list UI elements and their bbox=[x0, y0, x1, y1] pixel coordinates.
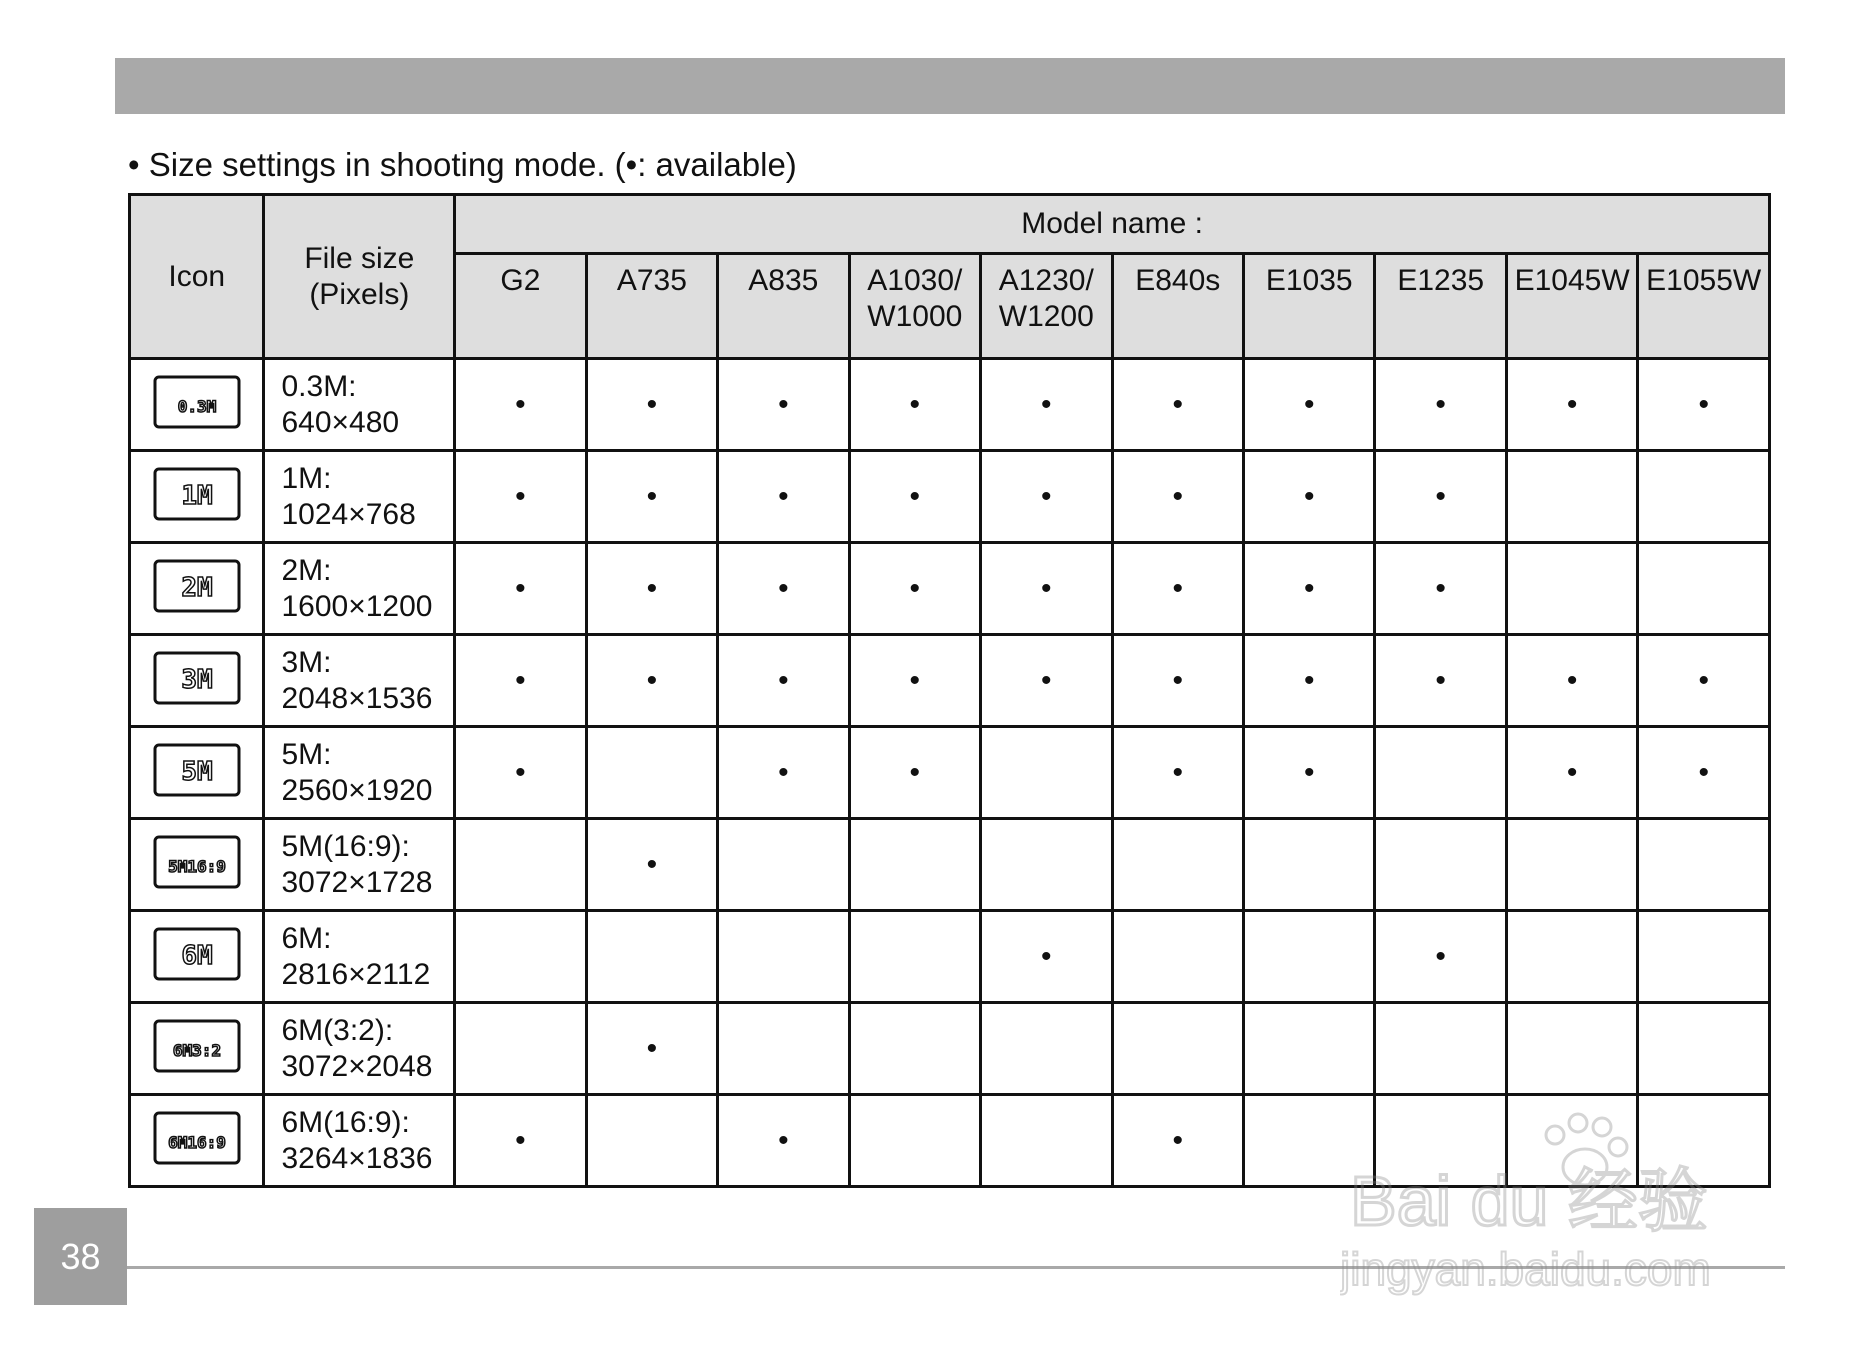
model-name-line2: W1200 bbox=[998, 300, 1094, 333]
table-row bbox=[130, 727, 1770, 819]
file-size-cell bbox=[264, 911, 455, 1003]
available-mark: • bbox=[455, 635, 586, 727]
pixel-dimensions: 1600×1200 bbox=[281, 589, 433, 623]
file-size-cell bbox=[264, 635, 455, 727]
empty-cell bbox=[1112, 1003, 1243, 1095]
empty-cell bbox=[1375, 819, 1506, 911]
available-mark: • bbox=[718, 727, 849, 819]
available-mark: • bbox=[1638, 727, 1770, 819]
available-mark: • bbox=[1112, 543, 1243, 635]
empty-cell bbox=[718, 911, 849, 1003]
empty-cell bbox=[718, 819, 849, 911]
size-label: 3M: bbox=[281, 645, 332, 679]
page-header-bar bbox=[115, 58, 1785, 114]
available-mark: • bbox=[1375, 543, 1506, 635]
available-mark: • bbox=[849, 635, 980, 727]
file-size-cell bbox=[264, 543, 455, 635]
empty-cell bbox=[586, 911, 717, 1003]
empty-cell bbox=[849, 911, 980, 1003]
pixel-dimensions: 2048×1536 bbox=[281, 681, 433, 715]
empty-cell bbox=[1638, 1003, 1770, 1095]
size-6m-16-9-icon bbox=[152, 1108, 242, 1168]
size-6m-icon bbox=[152, 924, 242, 984]
empty-cell bbox=[1243, 911, 1374, 1003]
icon-cell bbox=[130, 1095, 264, 1187]
available-mark: • bbox=[849, 359, 980, 451]
icon-cell bbox=[130, 635, 264, 727]
icon-cell bbox=[130, 359, 264, 451]
size-icon-label: 1M bbox=[181, 481, 213, 511]
svg-text:jingyan.baidu.com: jingyan.baidu.com bbox=[1340, 1243, 1711, 1295]
empty-cell bbox=[455, 911, 586, 1003]
size-icon-label: 6M bbox=[181, 941, 213, 971]
icon-cell bbox=[130, 819, 264, 911]
icon-cell bbox=[130, 911, 264, 1003]
model-header-0 bbox=[455, 254, 586, 359]
model-name-line1: E1045W bbox=[1514, 264, 1630, 297]
pixel-dimensions: 3264×1836 bbox=[281, 1141, 433, 1175]
empty-cell bbox=[1506, 543, 1637, 635]
available-mark: • bbox=[1243, 635, 1374, 727]
size-label: 1M: bbox=[281, 461, 332, 495]
model-name-line1: A835 bbox=[748, 264, 819, 297]
model-name-header: Model name : bbox=[455, 195, 1770, 254]
empty-cell bbox=[1506, 911, 1637, 1003]
empty-cell bbox=[1243, 819, 1374, 911]
empty-cell bbox=[981, 819, 1112, 911]
size-label: 6M(3:2): bbox=[281, 1013, 394, 1047]
available-mark: • bbox=[1112, 359, 1243, 451]
empty-cell bbox=[1243, 1003, 1374, 1095]
page-number: 38 bbox=[34, 1208, 127, 1305]
size-5m-icon bbox=[152, 740, 242, 800]
size-label: 2M: bbox=[281, 553, 332, 587]
file-size-cell bbox=[264, 1095, 455, 1187]
file-size-cell bbox=[264, 1003, 455, 1095]
table-row bbox=[130, 359, 1770, 451]
model-name-line1: A1030/ bbox=[867, 264, 963, 297]
file-size-cell bbox=[264, 451, 455, 543]
empty-cell bbox=[1638, 451, 1770, 543]
empty-cell bbox=[586, 727, 717, 819]
empty-cell bbox=[1638, 911, 1770, 1003]
file-size-cell bbox=[264, 819, 455, 911]
size-label: 5M: bbox=[281, 737, 332, 771]
model-name-line1: E840s bbox=[1135, 264, 1221, 297]
size-1m-icon bbox=[152, 464, 242, 524]
model-name-line2: W1000 bbox=[867, 300, 963, 333]
file-size-header-line1: File size bbox=[304, 241, 415, 275]
file-size-header-line2: (Pixels) bbox=[309, 277, 410, 311]
empty-cell bbox=[1506, 819, 1637, 911]
size-icon-label: 5M bbox=[181, 757, 213, 787]
table-caption: • Size settings in shooting mode. (•: available) bbox=[128, 146, 797, 183]
model-header-5 bbox=[1112, 254, 1243, 359]
pixel-dimensions: 640×480 bbox=[281, 405, 400, 439]
empty-cell bbox=[981, 1003, 1112, 1095]
empty-cell bbox=[1638, 543, 1770, 635]
model-header-3 bbox=[849, 254, 980, 359]
available-mark: • bbox=[849, 543, 980, 635]
available-mark: • bbox=[718, 359, 849, 451]
icon-cell bbox=[130, 727, 264, 819]
model-name-line1: A1230/ bbox=[998, 264, 1094, 297]
available-mark: • bbox=[849, 727, 980, 819]
table-row bbox=[130, 911, 1770, 1003]
available-mark: • bbox=[1375, 911, 1506, 1003]
model-name-line1: E1055W bbox=[1646, 264, 1762, 297]
empty-cell bbox=[1112, 911, 1243, 1003]
size-label: 6M(16:9): bbox=[281, 1105, 410, 1139]
size-icon-label: 0.3M bbox=[177, 397, 216, 416]
model-header-8 bbox=[1506, 254, 1637, 359]
available-mark: • bbox=[718, 635, 849, 727]
available-mark: • bbox=[586, 543, 717, 635]
available-mark: • bbox=[455, 543, 586, 635]
available-mark: • bbox=[1112, 451, 1243, 543]
available-mark: • bbox=[981, 359, 1112, 451]
table-row bbox=[130, 451, 1770, 543]
available-mark: • bbox=[586, 359, 717, 451]
table-row bbox=[130, 1003, 1770, 1095]
available-mark: • bbox=[981, 911, 1112, 1003]
available-mark: • bbox=[1375, 359, 1506, 451]
pixel-dimensions: 3072×1728 bbox=[281, 865, 433, 899]
size-settings-table bbox=[128, 193, 1771, 1188]
model-header-9 bbox=[1638, 254, 1770, 359]
size-icon-label: 5M16:9 bbox=[167, 857, 226, 876]
model-header-2 bbox=[718, 254, 849, 359]
file-size-column-header bbox=[264, 195, 455, 359]
available-mark: • bbox=[1506, 359, 1637, 451]
available-mark: • bbox=[718, 451, 849, 543]
available-mark: • bbox=[718, 543, 849, 635]
size-label: 5M(16:9): bbox=[281, 829, 410, 863]
table-row bbox=[130, 635, 1770, 727]
empty-cell bbox=[455, 1003, 586, 1095]
available-mark: • bbox=[1506, 727, 1637, 819]
pixel-dimensions: 3072×2048 bbox=[281, 1049, 433, 1083]
table-row bbox=[130, 543, 1770, 635]
pixel-dimensions: 2816×2112 bbox=[281, 957, 431, 991]
model-name-line1: G2 bbox=[500, 264, 541, 297]
size-2m-icon bbox=[152, 556, 242, 616]
available-mark: • bbox=[1243, 451, 1374, 543]
available-mark: • bbox=[1243, 359, 1374, 451]
table-row bbox=[130, 819, 1770, 911]
available-mark: • bbox=[1243, 727, 1374, 819]
available-mark: • bbox=[1112, 727, 1243, 819]
available-mark: • bbox=[718, 1095, 849, 1187]
size-icon-label: 6M16:9 bbox=[167, 1133, 226, 1152]
empty-cell bbox=[981, 727, 1112, 819]
icon-cell bbox=[130, 451, 264, 543]
available-mark: • bbox=[586, 451, 717, 543]
empty-cell bbox=[1506, 1003, 1637, 1095]
empty-cell bbox=[586, 1095, 717, 1187]
pixel-dimensions: 2560×1920 bbox=[281, 773, 433, 807]
available-mark: • bbox=[586, 819, 717, 911]
available-mark: • bbox=[1112, 1095, 1243, 1187]
icon-cell bbox=[130, 1003, 264, 1095]
model-name-line1: A735 bbox=[616, 264, 687, 297]
available-mark: • bbox=[455, 451, 586, 543]
empty-cell bbox=[1375, 1003, 1506, 1095]
baidu-watermark-logo bbox=[1340, 1105, 1785, 1305]
empty-cell bbox=[455, 819, 586, 911]
file-size-cell bbox=[264, 359, 455, 451]
model-header-4 bbox=[981, 254, 1112, 359]
available-mark: • bbox=[1243, 543, 1374, 635]
size-3m-icon bbox=[152, 648, 242, 708]
size-icon-label: 2M bbox=[181, 573, 213, 603]
empty-cell bbox=[1506, 451, 1637, 543]
empty-cell bbox=[849, 1095, 980, 1187]
available-mark: • bbox=[455, 1095, 586, 1187]
empty-cell bbox=[1638, 819, 1770, 911]
model-name-line1: E1035 bbox=[1265, 264, 1353, 297]
empty-cell bbox=[718, 1003, 849, 1095]
pixel-dimensions: 1024×768 bbox=[281, 497, 416, 531]
available-mark: • bbox=[981, 451, 1112, 543]
available-mark: • bbox=[455, 727, 586, 819]
model-header-7 bbox=[1375, 254, 1506, 359]
available-mark: • bbox=[1638, 359, 1770, 451]
size-label: 6M: bbox=[281, 921, 332, 955]
empty-cell bbox=[1375, 727, 1506, 819]
model-name-line1: E1235 bbox=[1397, 264, 1485, 297]
icon-column-header: Icon bbox=[130, 195, 264, 359]
size-icon-label: 3M bbox=[181, 665, 213, 695]
empty-cell bbox=[981, 1095, 1112, 1187]
file-size-cell bbox=[264, 727, 455, 819]
available-mark: • bbox=[586, 1003, 717, 1095]
empty-cell bbox=[1112, 819, 1243, 911]
available-mark: • bbox=[981, 543, 1112, 635]
available-mark: • bbox=[1375, 635, 1506, 727]
empty-cell bbox=[849, 1003, 980, 1095]
model-header-6 bbox=[1243, 254, 1374, 359]
icon-cell bbox=[130, 543, 264, 635]
size-label: 0.3M: bbox=[281, 369, 357, 403]
empty-cell bbox=[849, 819, 980, 911]
size-6m-3-2-icon bbox=[152, 1016, 242, 1076]
size-icon-label: 6M3:2 bbox=[172, 1041, 221, 1060]
available-mark: • bbox=[1506, 635, 1637, 727]
available-mark: • bbox=[1112, 635, 1243, 727]
available-mark: • bbox=[1638, 635, 1770, 727]
available-mark: • bbox=[981, 635, 1112, 727]
available-mark: • bbox=[849, 451, 980, 543]
available-mark: • bbox=[455, 359, 586, 451]
available-mark: • bbox=[1375, 451, 1506, 543]
size-0.3m-icon bbox=[152, 372, 242, 432]
available-mark: • bbox=[586, 635, 717, 727]
size-5m-16-9-icon bbox=[152, 832, 242, 892]
model-header-1 bbox=[586, 254, 717, 359]
svg-text:Bai du 经验: Bai du 经验 bbox=[1350, 1162, 1708, 1240]
